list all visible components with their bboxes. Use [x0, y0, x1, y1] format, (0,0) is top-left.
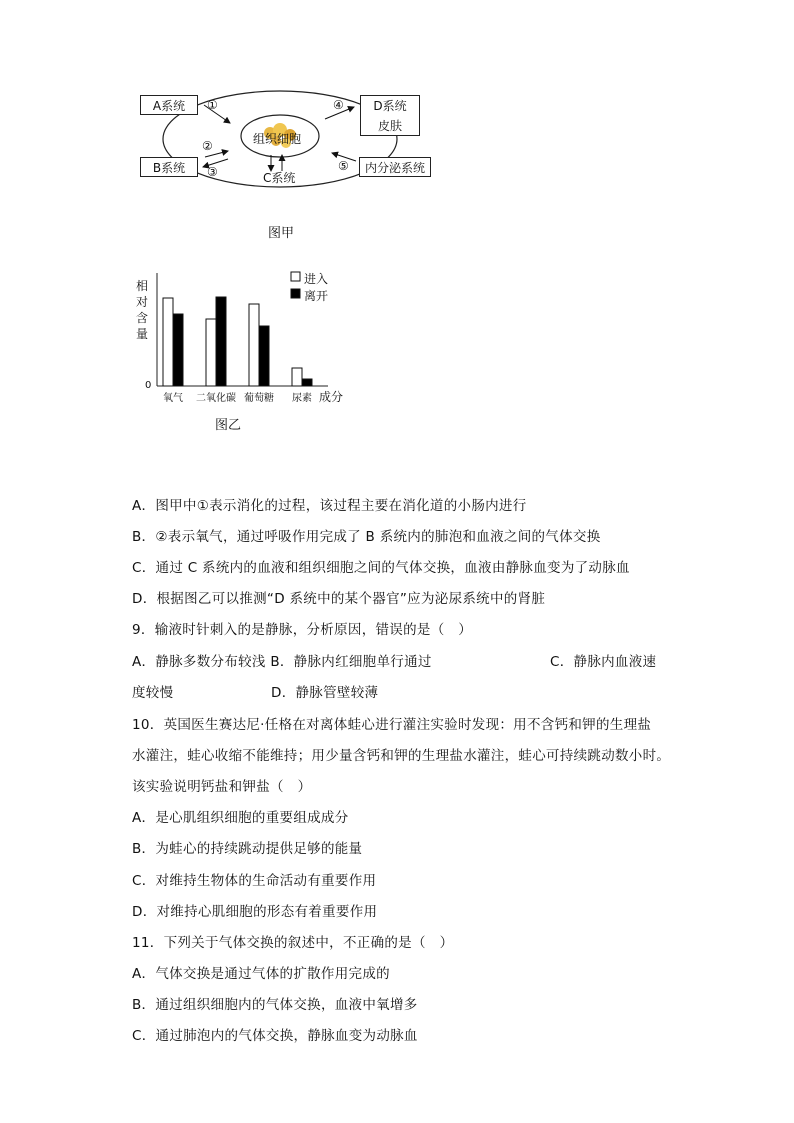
question-10-line2: 水灌注，蛙心收缩不能维持；用少量含钙和钾的生理盐水灌注，蛙心可持续跳动数小时。	[132, 748, 671, 764]
option-8a: A．图甲中①表示消化的过程，该过程主要在消化道的小肠内进行	[132, 498, 527, 514]
question-10-line3: 该实验说明钙盐和钾盐（ ）	[132, 779, 312, 795]
marker-5: ⑤	[338, 159, 349, 173]
box-b-system: B系统	[140, 157, 198, 177]
ylabel-char-3: 含	[136, 311, 149, 325]
c-system-label: C系统	[263, 171, 296, 185]
option-11c: C．通过肺泡内的气体交换，静脉血变为动脉血	[132, 1028, 418, 1044]
option-10b: B．为蛙心的持续跳动提供足够的能量	[132, 841, 363, 857]
box-d-line1: D系统	[373, 99, 407, 113]
marker-3: ③	[207, 165, 218, 179]
option-10a: A．是心肌组织细胞的重要组成成分	[132, 810, 349, 826]
bar-out-1	[216, 297, 226, 386]
question-9: 9．输液时针刺入的是静脉，分析原因，错误的是（ ）	[132, 622, 473, 638]
category-label-3: 尿素	[292, 393, 312, 404]
marker-2: ②	[202, 139, 213, 153]
category-label-2: 葡萄糖	[244, 393, 274, 404]
bar-in-2	[249, 304, 259, 386]
bar-in-1	[206, 319, 216, 386]
legend-swatch-out	[291, 289, 300, 298]
figure-a	[130, 85, 440, 195]
figure-b-caption: 图乙	[215, 418, 242, 433]
bar-out-3	[302, 379, 312, 386]
option-9c: C．静脉内血液速	[550, 654, 657, 670]
box-d-line2: 皮肤	[377, 119, 402, 133]
option-8c: C．通过 C 系统内的血液和组织细胞之间的气体交换，血液由静脉血变为了动脉血	[132, 560, 630, 576]
legend-swatch-in	[291, 272, 300, 281]
bar-in-0	[163, 298, 173, 386]
category-label-1: 二氧化碳	[196, 393, 236, 404]
legend-label-out: 离开	[304, 289, 329, 303]
y-zero-label: 0	[145, 380, 152, 391]
options-9ab: A．静脉多数分布较浅 B．静脉内红细胞单行通过	[132, 654, 432, 670]
center-label: 组织细胞	[253, 132, 302, 146]
option-11a: A．气体交换是通过气体的扩散作用完成的	[132, 966, 390, 982]
option-11b: B．通过组织细胞内的气体交换，血液中氧增多	[132, 997, 418, 1013]
option-10c: C．对维持生物体的生命活动有重要作用	[132, 873, 377, 889]
bar-out-2	[259, 326, 269, 386]
question-11: 11．下列关于气体交换的叙述中，不正确的是（ ）	[132, 935, 454, 951]
option-10d: D．对维持心肌细胞的形态有着重要作用	[132, 904, 378, 920]
figure-a-caption: 图甲	[268, 226, 295, 241]
question-10-line1: 10．英国医生赛达尼·任格在对离体蛙心进行灌注实验时发现：用不含钙和钾的生理盐	[132, 717, 652, 733]
figure-b	[130, 268, 360, 413]
marker-1: ①	[207, 98, 218, 112]
ylabel-char-4: 量	[136, 327, 149, 341]
box-d-system	[360, 95, 420, 136]
marker-4: ④	[333, 98, 344, 112]
ylabel-char-2: 对	[136, 295, 149, 309]
option-9d: D．静脉管壁较薄	[271, 685, 379, 701]
bar-out-0	[173, 314, 183, 386]
bar-in-3	[292, 368, 302, 386]
x-axis-label: 成分	[319, 390, 344, 404]
box-endocrine-system: 内分泌系统	[359, 157, 431, 177]
option-8d: D．根据图乙可以推测“D 系统中的某个器官”应为泌尿系统中的肾脏	[132, 591, 546, 607]
ylabel-char-1: 相	[136, 279, 149, 293]
category-label-0: 氧气	[163, 393, 183, 404]
option-8b: B．②表示氧气，通过呼吸作用完成了 B 系统内的肺泡和血液之间的气体交换	[132, 529, 601, 545]
legend-label-in: 进入	[304, 272, 329, 286]
box-a-system: A系统	[140, 95, 198, 115]
option-9c-cont: 度较慢	[132, 685, 174, 701]
